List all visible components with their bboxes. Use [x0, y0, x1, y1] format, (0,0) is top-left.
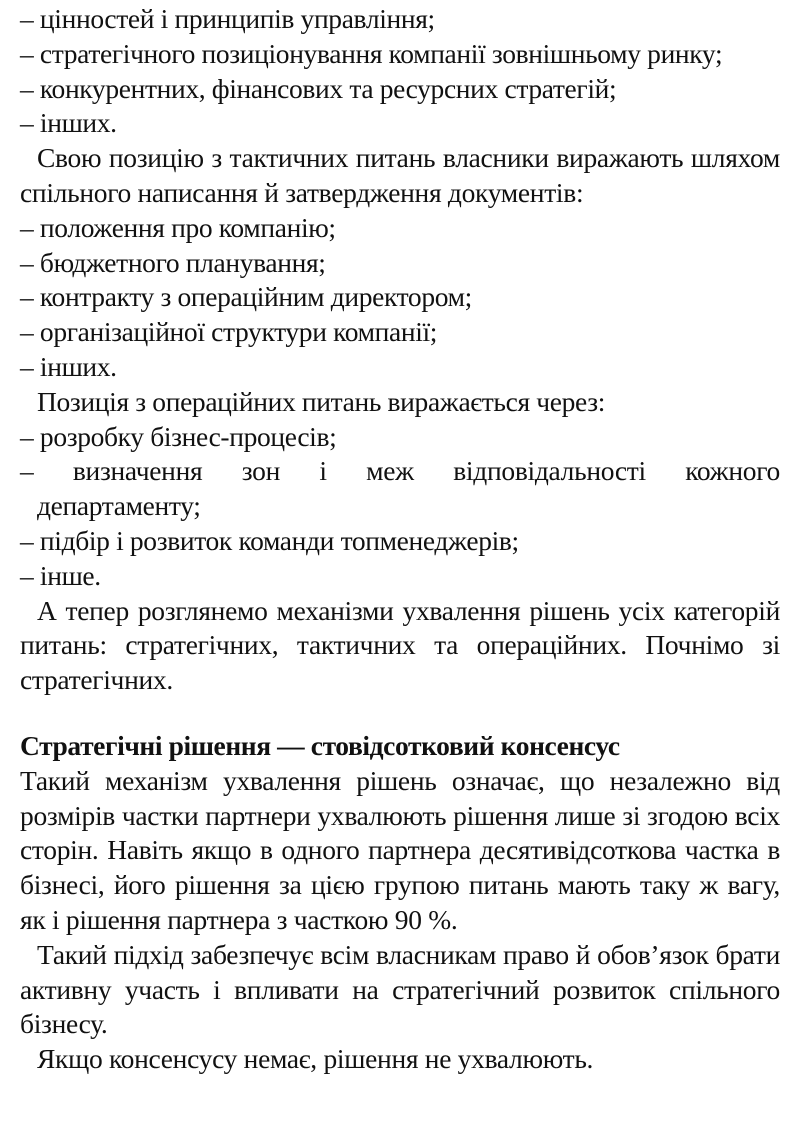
paragraph-mechanisms: А тепер розглянемо механізми ухвалення рішень усіх категорій питань: стратегічних, тактичних та операційних. Почнімо зі стратегічних. [20, 594, 780, 696]
paragraph-spacer [20, 698, 780, 729]
paragraph-consensus: Такий механізм ухвалення рішень означає, що незалежно від розмірів частки партнери ухвалюють рішення лише зі згодою всіх сторін. Навіть якщо в одного партнера десятивідсоткова частка в бізнесі, його рішення за цією групою питань мають таку ж вагу, як і рішення партнера з часткою 90 %. [20, 764, 780, 935]
paragraph-no-consensus: Якщо консенсусу немає, рішення не ухвалюють. [37, 1043, 594, 1075]
list-item: – стратегічного позиціонування компанії зовнішньому ринку; [20, 37, 723, 69]
paragraph-tactical-intro: Свою позицію з тактичних питань власники виражають шляхом спільного написання й затвердження документів: [20, 142, 780, 208]
section-heading: Стратегічні рішення — стовідсотковий консенсус [20, 729, 620, 761]
list-item: – цінностей і принципів управління; [20, 3, 435, 34]
list-item: – інше. [20, 559, 101, 591]
list-item: – інших. [20, 350, 117, 382]
list-item: – конкурентних, фінансових та ресурсних стратегій; [20, 72, 617, 104]
list-item: – контракту з операційним директором; [20, 281, 472, 313]
list-item: – підбір і розвиток команди топменеджерів; [20, 524, 519, 556]
list-item: – розробку бізнес-процесів; [20, 420, 337, 452]
list-item: – положення про компанію; [20, 211, 336, 243]
paragraph-operational-intro: Позиція з операційних питань виражається через: [37, 385, 606, 417]
list-item-continuation: департаменту; [37, 490, 201, 522]
list-item: – організаційної структури компанії; [20, 316, 438, 348]
paragraph-approach: Такий підхід забезпечує всім власникам право й обов’язок брати активну участь і впливати на стратегічний розвиток спільного бізнесу. [20, 938, 780, 1040]
document-page [20, 0, 780, 1077]
list-item-line: – визначення зон і меж відповідальності кожного [20, 455, 780, 487]
list-item: – інших. [20, 107, 117, 139]
list-item: – бюджетного планування; [20, 246, 326, 278]
